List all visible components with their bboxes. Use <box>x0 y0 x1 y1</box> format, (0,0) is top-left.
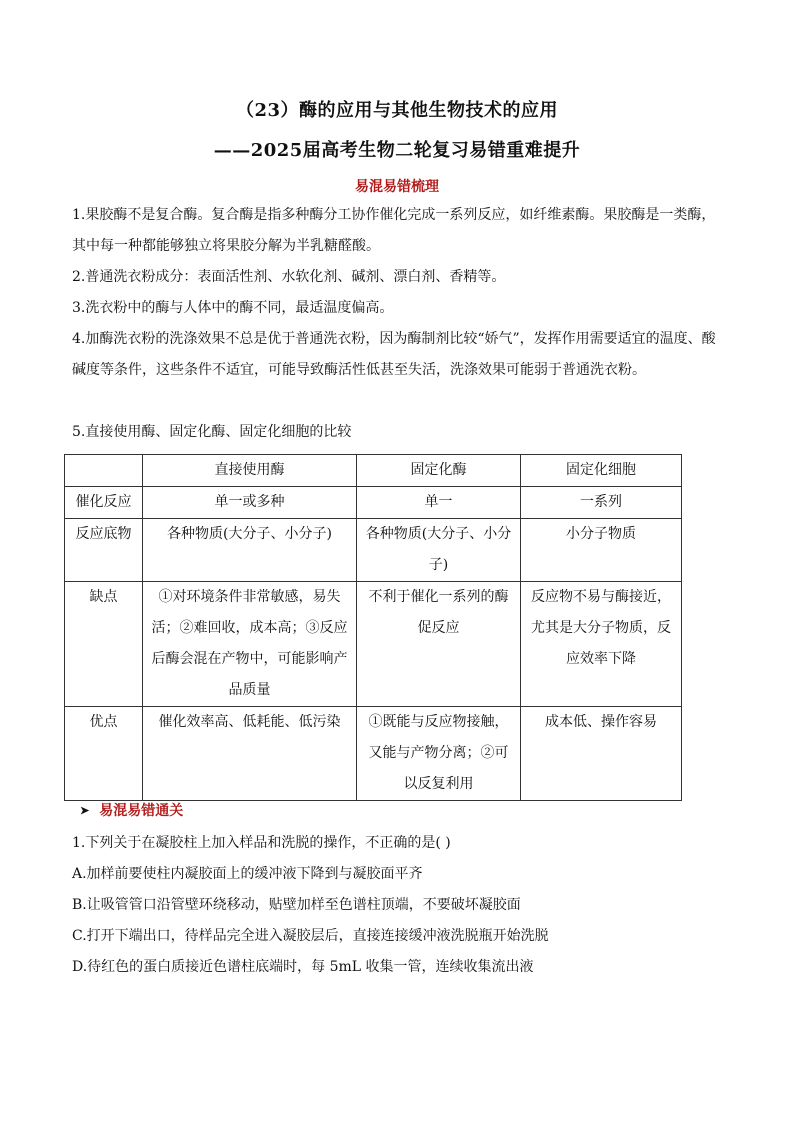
table-row-label: 反应底物 <box>65 519 143 582</box>
table-cell: 单一或多种 <box>143 487 357 519</box>
table-header-cell: 直接使用酶 <box>143 455 357 487</box>
question-option-b: B.让吸管管口沿管壁环绕移动，贴壁加样至色谱柱顶端，不要破坏凝胶面 <box>72 897 521 913</box>
table-row <box>65 487 682 519</box>
table-cell: 反应物不易与酶接近，尤其是大分子物质，反应效率下降 <box>521 582 682 707</box>
table-cell: 不利于催化一系列的酶促反应 <box>357 582 521 707</box>
comparison-table <box>64 454 682 801</box>
table-cell: 单一 <box>357 487 521 519</box>
question-option-c: C.打开下端出口，待样品完全进入凝胶层后，直接连接缓冲液洗脱瓶开始洗脱 <box>72 928 549 944</box>
paragraph-1: 1.果胶酶不是复合酶。复合酶是指多种酶分工协作催化完成一系列反应，如纤维素酶。果胶酶是一类酶，其中每一种都能够独立将果胶分解为半乳糖醛酸。 <box>72 207 716 254</box>
paragraph-4: 4.加酶洗衣粉的洗涤效果不总是优于普通洗衣粉，因为酶制剂比较“娇气”，发挥作用需要适宜的温度、酸碱度等条件，这些条件不适宜，可能导致酶活性低甚至失活，洗涤效果可能弱于普通洗衣粉。 <box>72 331 716 378</box>
paragraph-3: 3.洗衣粉中的酶与人体中的酶不同，最适温度偏高。 <box>72 300 394 316</box>
question-option-a: A.加样前要使柱内凝胶面上的缓冲液下降到与凝胶面平齐 <box>72 866 423 882</box>
table-cell: 成本低、操作容易 <box>521 707 682 801</box>
table-cell: 催化效率高、低耗能、低污染 <box>143 707 357 801</box>
table-cell: 各种物质(大分子、小分子) <box>357 519 521 582</box>
table-header-cell: 固定化酶 <box>357 455 521 487</box>
question-stem: 1.下列关于在凝胶柱上加入样品和洗脱的操作，不正确的是( ) <box>72 835 451 851</box>
doc-subtitle: ——2025届高考生物二轮复习易错重难提升 <box>213 140 581 161</box>
paragraph-5: 5.直接使用酶、固定化酶、固定化细胞的比较 <box>72 424 352 440</box>
table-row-label: 缺点 <box>65 582 143 707</box>
question-option-d: D.待红色的蛋白质接近色谱柱底端时，每 5mL 收集一管，连续收集流出液 <box>72 959 534 975</box>
table-cell: ①既能与反应物接触，又能与产物分离；②可以反复利用 <box>357 707 521 801</box>
table-cell: 一系列 <box>521 487 682 519</box>
doc-title: （23）酶的应用与其他生物技术的应用 <box>235 100 559 121</box>
table-cell: 各种物质(大分子、小分子) <box>143 519 357 582</box>
section-heading-practice-label: 易混易错通关 <box>99 803 184 819</box>
section-heading-practice <box>80 800 183 820</box>
arrow-right-icon: ➤ <box>80 803 90 817</box>
table-header-cell <box>65 455 143 487</box>
table-row <box>65 519 682 582</box>
table-cell: 小分子物质 <box>521 519 682 582</box>
table-cell: ①对环境条件非常敏感，易失活；②难回收，成本高；③反应后酶会混在产物中，可能影响产品质量 <box>143 582 357 707</box>
section-heading-summary: 易混易错梳理 <box>355 179 439 195</box>
table-row <box>65 707 682 801</box>
paragraph-2: 2.普通洗衣粉成分：表面活性剂、水软化剂、碱剂、漂白剂、香精等。 <box>72 269 506 285</box>
table-row <box>65 582 682 707</box>
table-row-label: 优点 <box>65 707 143 801</box>
table-header-cell: 固定化细胞 <box>521 455 682 487</box>
table-row-label: 催化反应 <box>65 487 143 519</box>
table-header-row <box>65 455 682 487</box>
